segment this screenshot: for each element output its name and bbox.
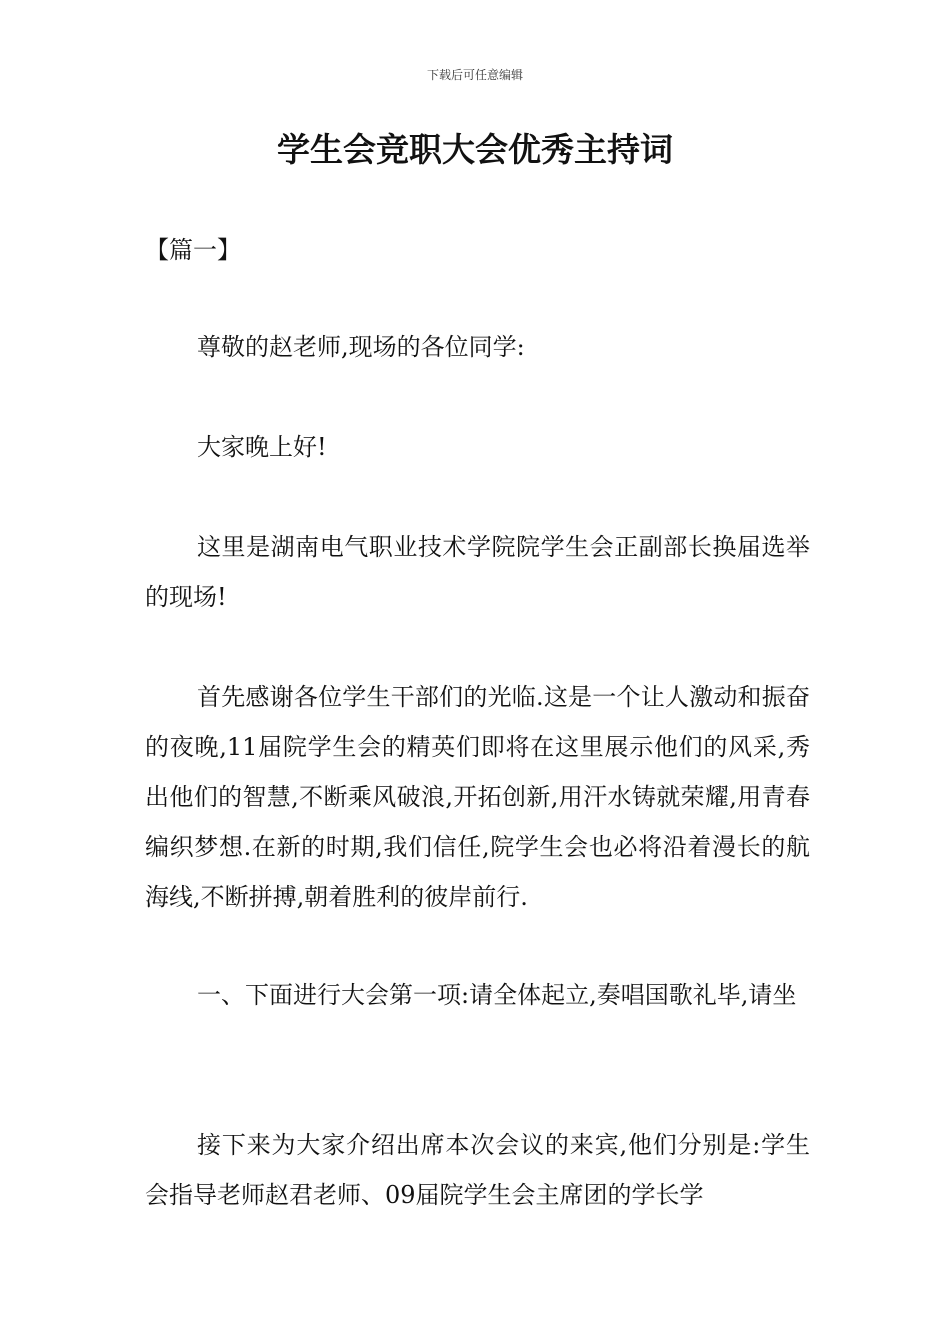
paragraph-greeting: 尊敬的赵老师,现场的各位同学: [197,333,525,361]
paragraph-agenda-item-one: 一、下面进行大会第一项:请全体起立,奏唱国歌礼毕,请坐 [197,981,797,1009]
section-label: 【篇一】 [145,236,241,264]
paragraph-guests: 接下来为大家介绍出席本次会议的来宾,他们分别是:学生会指导老师赵君老师、09届院学生会主席团的学长学 [145,1131,810,1209]
document-title: 学生会竞职大会优秀主持词 [277,130,673,169]
paragraph-venue: 这里是湖南电气职业技术学院院学生会正副部长换届选举的现场! [145,533,810,611]
paragraph-good-evening: 大家晚上好! [197,433,327,461]
header-note: 下载后可任意编辑 [426,68,523,82]
paragraph-thanks: 首先感谢各位学生干部们的光临.这是一个让人激动和振奋的夜晚,11届院学生会的精英们即将在这里展示他们的风采,秀出他们的智慧,不断乘风破浪,开拓创新,用汗水铸就荣耀,用青春编织梦想.在新的时期,我们信任,院学生会也必将沿着漫长的航海线,不断拼搏,朝着胜利的彼岸前行. [145,683,810,911]
